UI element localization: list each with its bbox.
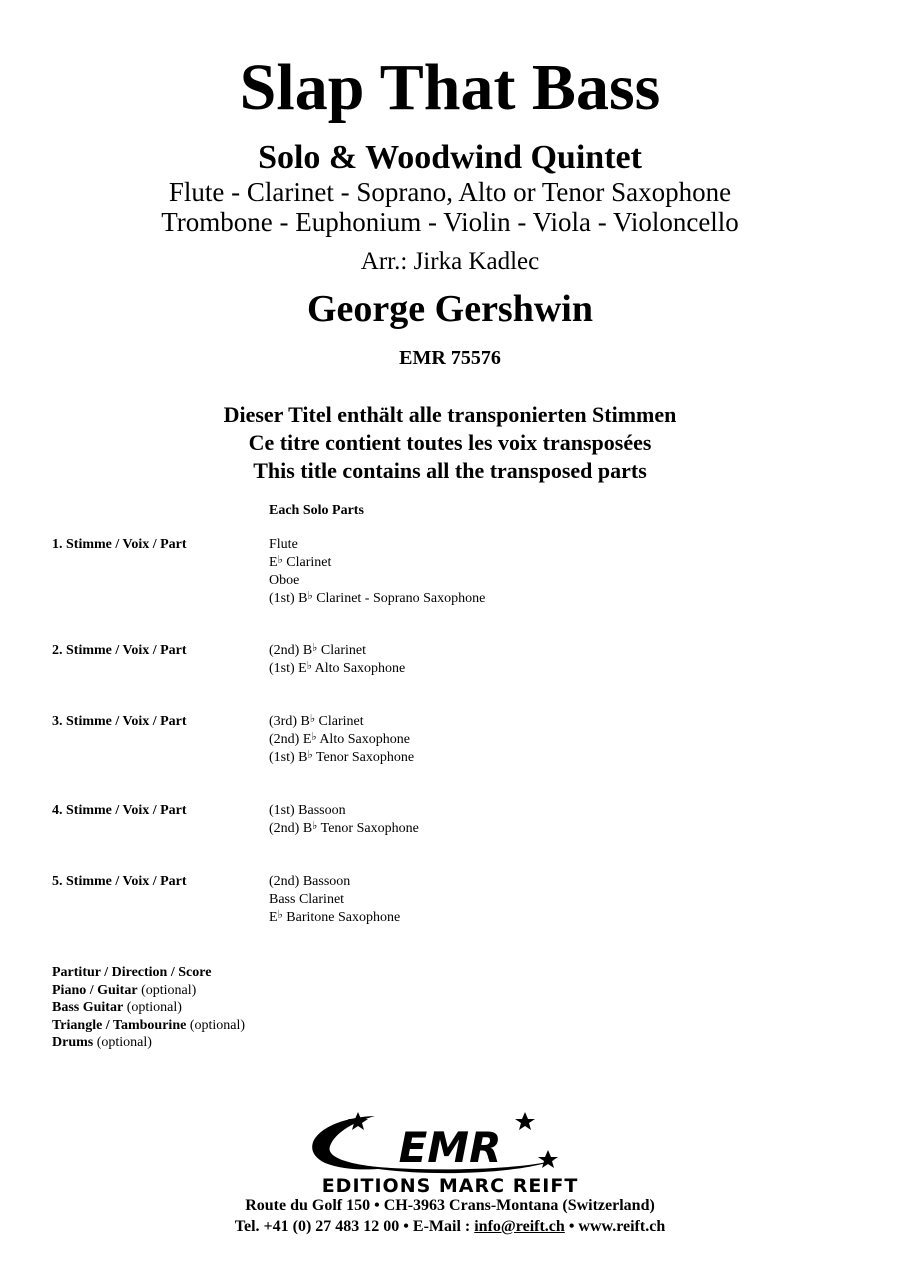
part-item: (1st) B♭ Tenor Saxophone xyxy=(269,749,415,765)
part-label: 3. Stimme / Voix / Part xyxy=(52,714,187,729)
catalog-number: EMR 75576 xyxy=(399,347,501,369)
part-label: 2. Stimme / Voix / Part xyxy=(52,643,187,658)
star-icon xyxy=(348,1112,368,1130)
part-label: 1. Stimme / Voix / Part xyxy=(52,537,187,552)
part-item: (2nd) B♭ Clarinet xyxy=(269,642,366,658)
part-list xyxy=(269,536,485,608)
part-label: 4. Stimme / Voix / Part xyxy=(52,803,187,818)
part-item: (2nd) Bassoon xyxy=(269,874,351,889)
part-list xyxy=(269,713,414,767)
solo-parts-heading: Each Solo Parts xyxy=(269,503,364,518)
part-item: (3rd) B♭ Clarinet xyxy=(269,713,364,729)
part-item: (1st) Bassoon xyxy=(269,803,346,818)
part-item: Flute xyxy=(269,537,298,552)
transposition-note-fr: Ce titre contient toutes les voix transposées xyxy=(248,430,652,455)
instrumentation-line: Trombone - Euphonium - Violin - Viola - Violoncello xyxy=(161,207,739,237)
additional-part: Piano / Guitar (optional) xyxy=(52,982,197,998)
part-item: (1st) B♭ Clarinet - Soprano Saxophone xyxy=(269,590,486,606)
part-item: (2nd) E♭ Alto Saxophone xyxy=(269,731,410,747)
composer: George Gershwin xyxy=(306,288,593,330)
part-label: 5. Stimme / Voix / Part xyxy=(52,874,187,889)
part-item: E♭ Clarinet xyxy=(269,554,332,570)
star-icon xyxy=(515,1112,535,1130)
emr-logo xyxy=(300,1108,600,1196)
part-list xyxy=(269,873,400,927)
transposition-note-de: Dieser Titel enthält alle transponierten Stimmen xyxy=(223,402,677,427)
additional-parts-list xyxy=(52,964,245,1052)
part-item: (1st) E♭ Alto Saxophone xyxy=(269,660,406,676)
instrumentation-line: Flute - Clarinet - Soprano, Alto or Tenor Saxophone xyxy=(168,177,732,207)
publisher-name: EDITIONS MARC REIFT xyxy=(321,1175,579,1196)
subtitle: Solo & Woodwind Quintet xyxy=(258,139,642,176)
additional-part: Drums (optional) xyxy=(52,1035,152,1050)
additional-part: Partitur / Direction / Score xyxy=(52,965,212,980)
part-item: E♭ Baritone Saxophone xyxy=(269,909,401,925)
logo-swoosh xyxy=(312,1116,390,1169)
logo-emr-text: EMR xyxy=(398,1123,502,1172)
website: • www.reift.ch xyxy=(564,1218,666,1235)
publisher-contact: Tel. +41 (0) 27 483 12 00 • E-Mail : info@reift.ch • www.reift.ch xyxy=(234,1218,666,1235)
part-item: Bass Clarinet xyxy=(269,892,345,907)
star-icon xyxy=(538,1150,558,1168)
part-item: (2nd) B♭ Tenor Saxophone xyxy=(269,820,419,836)
part-item: Oboe xyxy=(269,573,300,588)
publisher-address: Route du Golf 150 • CH-3963 Crans-Montana (Switzerland) xyxy=(245,1197,655,1214)
page-title: Slap That Bass xyxy=(239,51,661,124)
part-list xyxy=(269,802,419,838)
transposition-note-en: This title contains all the transposed parts xyxy=(253,458,647,483)
email-link[interactable]: info@reift.ch xyxy=(474,1218,565,1235)
arranger: Arr.: Jirka Kadlec xyxy=(360,248,540,275)
additional-part: Bass Guitar (optional) xyxy=(52,1000,182,1015)
part-list xyxy=(269,642,405,678)
additional-part: Triangle / Tambourine (optional) xyxy=(52,1017,246,1033)
